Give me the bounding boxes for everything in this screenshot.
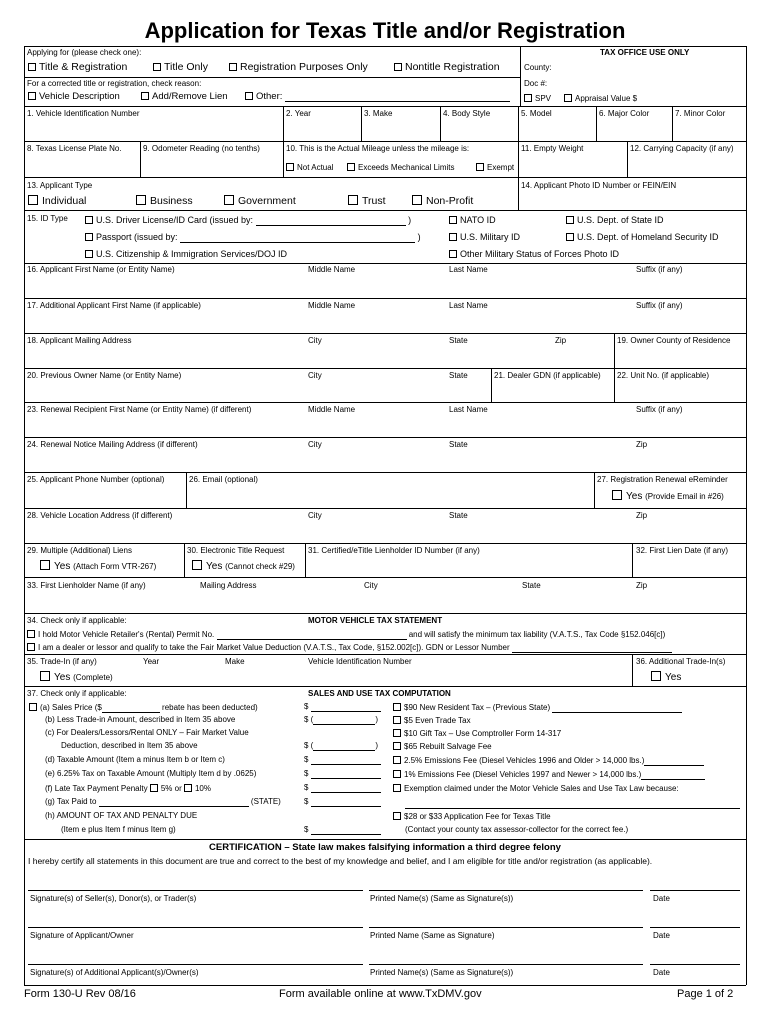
divider [186,472,187,508]
vehicle-description-option[interactable]: Vehicle Description [28,92,120,102]
other-military-option[interactable]: Other Military Status of Forces Photo ID [449,250,619,260]
additional-printed-name-label: Printed Name(s) (Same as Signature(s)) [370,968,514,977]
divider [24,472,746,473]
amount-c-field[interactable]: $ ( ) [304,741,379,751]
exemption-line[interactable] [405,808,740,809]
rebate-field[interactable] [102,704,160,713]
divider [24,654,746,655]
divider [283,106,284,141]
form-online: Form available online at www.TxDMV.gov [279,988,482,1000]
appraisal-option[interactable]: Appraisal Value $ [564,94,637,104]
amount-line[interactable] [311,770,381,779]
checkbox[interactable] [28,195,38,205]
applying-for-label: Applying for (please check one): [27,48,142,57]
amount-f-field[interactable]: $ [304,784,381,793]
checkbox[interactable] [192,560,202,570]
date-label: Date [653,968,670,977]
amount-e-field[interactable]: $ [304,770,381,779]
checkbox[interactable] [348,195,358,205]
divider [24,613,746,614]
applicant-signature-field[interactable] [28,927,363,928]
registration-purposes-option[interactable]: Registration Purposes Only [229,62,368,74]
nato-option[interactable]: NATO ID [449,216,496,226]
dealer-gdn-label: 21. Dealer GDN (if applicable) [494,371,601,380]
divider [305,543,306,577]
lien-date-label: 32. First Lien Date (if any) [636,546,729,555]
state-label: State [449,371,468,380]
amount-b-field[interactable]: $ ( ) [304,715,379,725]
penalty-10-checkbox[interactable] [184,784,192,792]
checkbox[interactable] [245,92,253,100]
item-f: (f) Late Tax Payment Penalty 5% or 10% [45,784,211,793]
government-option[interactable]: Government [224,195,296,208]
lienholder-mailing-label: Mailing Address [200,581,257,590]
divider [24,686,746,687]
applicant-printed-name-field[interactable] [369,927,643,928]
divider [24,106,746,107]
etitle-yes-option[interactable]: Yes (Cannot check #29) [192,560,295,572]
form-number: Form 130-U Rev 08/16 [24,988,136,1000]
first-lienholder-label: 33. First Lienholder Name (if any) [27,581,146,590]
check-applicable-label: 34. Check only if applicable: [27,616,127,625]
lienholder-id-label: 31. Certified/eTitle Lienholder ID Number (if any) [308,546,480,555]
homeland-id-option[interactable]: U.S. Dept. of Homeland Security ID [566,233,719,243]
applicant-name-label: 16. Applicant First Name (or Entity Name) [27,265,175,274]
corrected-reason-label: For a corrected title or registration, check reason: [27,79,202,88]
item-b: (b) Less Trade-in Amount, described in Item 35 above [45,715,236,724]
divider [24,543,746,544]
checkbox[interactable] [28,63,36,71]
additional-date-field[interactable] [650,964,740,965]
checkbox[interactable] [449,216,457,224]
nontitle-registration-option[interactable]: Nontitle Registration [394,62,500,74]
checkbox[interactable] [393,716,401,724]
divider [440,106,441,141]
additional-printed-name-field[interactable] [369,964,643,965]
email-label: 26. Email (optional) [189,475,258,484]
tax-paid-state-field[interactable] [99,798,249,807]
sales-tax-heading: SALES AND USE TAX COMPUTATION [308,689,451,698]
item-g: (g) Tax Paid to (STATE) [45,797,281,807]
page-title: Application for Texas Title and/or Registration [144,18,626,43]
checkbox[interactable] [40,671,50,681]
previous-owner-label: 20. Previous Owner Name (or Entity Name) [27,371,182,380]
spv-option[interactable]: SPV [524,94,551,104]
amount-line[interactable] [311,703,381,712]
checkbox[interactable] [612,490,622,500]
amount-line[interactable] [311,826,381,835]
title-only-option[interactable]: Title Only [153,62,208,74]
last-name-label: Last Name [449,265,488,274]
amount-line[interactable] [641,771,705,780]
checkbox[interactable] [40,560,50,570]
amount-h-field[interactable]: $ [304,826,381,835]
state-label: State [449,511,468,520]
item-h-cont: (Item e plus Item f minus Item g) [61,825,176,834]
carrying-capacity-label: 12. Carrying Capacity (if any) [630,144,734,153]
item-a[interactable]: (a) Sales Price ($ rebate has been deducted) [29,703,258,713]
divider [184,543,185,577]
certification-text: I hereby certify all statements in this document are true and correct to the best of my knowledge and belief, and I am eligible for title and/or registration (as applicable). [28,856,653,866]
city-label: City [308,336,322,345]
seller-printed-name-label: Printed Name(s) (Same as Signature(s)) [370,894,514,903]
renewal-recipient-label: 23. Renewal Recipient First Name (or Entity Name) (if different) [27,405,252,414]
checkbox[interactable] [29,703,37,711]
divider [518,106,519,141]
seller-signature-field[interactable] [28,890,363,891]
zip-label: Zip [555,336,567,345]
amount-line[interactable] [311,784,381,793]
tradein-label: 35. Trade-In (if any) [27,657,97,666]
date-label: Date [653,894,670,903]
divider [24,333,746,334]
divider [594,472,595,508]
penalty-5-checkbox[interactable] [150,784,158,792]
amount-line[interactable] [311,756,381,765]
seller-signature-label: Signature(s) of Seller(s), Donor(s), or Trader(s) [30,894,197,903]
etitle-label: 30. Electronic Title Request [187,546,285,555]
divider [24,368,746,369]
divider [24,577,746,578]
divider [24,263,746,264]
trust-option[interactable]: Trust [348,195,386,208]
divider [614,333,615,368]
state-label: State [522,581,541,590]
checkbox[interactable] [651,671,661,681]
divider [24,77,520,78]
item-c: (c) For Dealers/Lessors/Rental ONLY – Fair Market Value [45,728,249,737]
fee-emissions-25[interactable]: 2.5% Emissions Fee (Diesel Vehicles 1996 and Older > 14,000 lbs.) [393,756,704,766]
divider [632,543,633,577]
checkbox[interactable] [393,729,401,737]
amount-line[interactable] [313,716,375,725]
middle-name-label: Middle Name [308,265,356,274]
year-label: 2. Year [286,109,311,118]
zip-label: Zip [636,511,648,520]
checkbox[interactable] [85,216,93,224]
divider [614,368,615,402]
checkbox[interactable] [476,163,484,171]
applicant-printed-name-label: Printed Name (Same as Signature) [370,931,495,940]
divider [627,141,628,177]
divider [24,177,746,178]
additional-signature-field[interactable] [28,964,363,965]
checkbox[interactable] [393,770,401,778]
photo-id-label: 14. Applicant Photo ID Number or FEIN/EIN [521,181,677,190]
lessor-number-field[interactable] [512,644,672,653]
checkbox[interactable] [27,643,35,651]
additional-signature-label: Signature(s) of Additional Applicant(s)/Owner(s) [30,968,199,977]
checkbox[interactable] [136,195,146,205]
mileage-label: 10. This is the Actual Mileage unless the mileage is: [286,144,470,153]
renewal-address-label: 24. Renewal Notice Mailing Address (if different) [27,440,198,449]
additional-tradein-yes-option[interactable]: Yes [651,671,681,683]
state-label: State [449,440,468,449]
additional-applicant-label: 17. Additional Applicant First Name (if applicable) [27,301,201,310]
amount-line[interactable] [311,798,381,807]
fee-emissions-1[interactable]: 1% Emissions Fee (Diesel Vehicles 1997 and Newer > 14,000 lbs.) [393,770,705,780]
checkbox[interactable] [564,94,572,102]
divider [24,402,746,403]
fee-application-note: (Contact your county tax assessor-collector for the correct fee.) [405,825,629,834]
seller-date-field[interactable] [650,890,740,891]
checkbox[interactable] [27,630,35,638]
passport-issuer-field[interactable] [180,234,415,243]
checkbox[interactable] [229,63,237,71]
divider [24,508,746,509]
middle-name-label: Middle Name [308,301,356,310]
tradein-make-label: Make [225,657,245,666]
checkbox[interactable] [449,250,457,258]
divider [518,141,519,177]
fee-gift-tax[interactable]: $10 Gift Tax – Use Comptroller Form 14-317 [393,729,561,739]
unit-number-label: 22. Unit No. (if applicable) [617,371,710,380]
doc-number-label: Doc #: [524,79,548,88]
divider [361,106,362,141]
minor-color-label: 7. Minor Color [675,109,726,118]
tradein-yes-option[interactable]: Yes (Complete) [40,671,113,683]
checkbox[interactable] [224,195,234,205]
checkbox[interactable] [394,63,402,71]
checkbox[interactable] [286,163,294,171]
checkbox[interactable] [393,703,401,711]
additional-tradein-label: 36. Additional Trade-In(s) [636,657,726,666]
odometer-label: 9. Odometer Reading (no tenths) [143,144,260,153]
checkbox[interactable] [28,92,36,100]
checkbox[interactable] [393,784,401,792]
divider [24,141,746,142]
amount-d-field[interactable]: $ [304,756,381,765]
uscis-option[interactable]: U.S. Citizenship & Immigration Services/DOJ ID [85,250,287,260]
city-label: City [308,440,322,449]
retailer-permit-option[interactable]: I hold Motor Vehicle Retailer's (Rental) Permit No. and will satisfy the minimum tax liability (V.A.T.S., Tax Code §152.046[c]) [27,630,665,640]
amount-g-field[interactable]: $ [304,798,381,807]
fee-application[interactable]: $28 or $33 Application Fee for Texas Title [393,812,551,822]
checkbox[interactable] [393,742,401,750]
last-name-label: Last Name [449,405,488,414]
vehicle-location-label: 28. Vehicle Location Address (if different) [27,511,173,520]
exempt-option[interactable]: Exempt [476,163,514,173]
page-number: Page 1 of 2 [677,988,734,1000]
checkbox[interactable] [566,233,574,241]
nonprofit-option[interactable]: Non-Profit [412,195,473,208]
amount-line[interactable] [313,742,375,751]
tradein-vin-label: Vehicle Identification Number [308,657,412,666]
applicant-signature-label: Signature of Applicant/Owner [30,931,134,940]
checkbox[interactable] [85,250,93,258]
applicant-type-label: 13. Applicant Type [27,181,93,190]
mvt-statement-heading: MOTOR VEHICLE TAX STATEMENT [308,616,443,625]
last-name-label: Last Name [449,301,488,310]
divider [283,141,284,177]
plate-label: 8. Texas License Plate No. [27,144,122,153]
empty-weight-label: 11. Empty Weight [521,144,584,153]
vin-label: 1. Vehicle Identification Number [27,109,140,118]
certification-heading: CERTIFICATION – State law makes falsifying information a third degree felony [209,842,561,853]
county-label: County: [524,63,552,72]
state-label: State [449,336,468,345]
military-option[interactable]: U.S. Military ID [449,233,520,243]
tradein-year-label: Year [143,657,160,666]
divider [24,210,746,211]
amount-a-field[interactable]: $ [304,703,381,712]
liens-yes-option[interactable]: Yes (Attach Form VTR-267) [40,560,156,572]
ereminder-label: 27. Registration Renewal eReminder [597,475,728,484]
multiple-liens-label: 29. Multiple (Additional) Liens [27,546,132,555]
fee-even-trade[interactable]: $5 Even Trade Tax [393,716,471,726]
business-option[interactable]: Business [136,195,193,208]
city-label: City [364,581,378,590]
owner-county-label: 19. Owner County of Residence [617,336,731,345]
state-id-option[interactable]: U.S. Dept. of State ID [566,216,664,226]
dl-issuer-field[interactable] [256,217,406,226]
add-remove-lien-option[interactable]: Add/Remove Lien [141,92,228,102]
checkbox[interactable] [566,216,574,224]
checkbox[interactable] [412,195,422,205]
checkbox[interactable] [153,63,161,71]
ereminder-yes-option[interactable]: Yes (Provide Email in #26) [612,490,724,502]
suffix-label: Suffix (if any) [636,405,683,414]
fee-rebuilt-salvage[interactable]: $65 Rebuilt Salvage Fee [393,742,492,752]
dealer-lessor-option[interactable]: I am a dealer or lessor and qualify to take the Fair Market Value Deduction (V.A.T.S., Tax Code, §152.002[c]). GDN or Lessor Number [27,643,672,653]
id-type-label: 15. ID Type [27,214,68,223]
item-e: (e) 6.25% Tax on Taxable Amount (Multiply Item d by .0625) [45,769,257,778]
mailing-address-label: 18. Applicant Mailing Address [27,336,132,345]
amount-line[interactable] [644,757,704,766]
form-bottom-border [24,985,746,986]
individual-option[interactable]: Individual [28,195,86,208]
checkbox[interactable] [85,233,93,241]
item-h: (h) AMOUNT OF TAX AND PENALTY DUE [45,811,198,820]
checkbox[interactable] [393,812,401,820]
fee-exemption[interactable]: Exemption claimed under the Motor Vehicle Sales and Use Tax Law because: [393,784,679,794]
passport-option[interactable]: Passport (issued by: ) [85,233,421,243]
driver-license-option[interactable]: U.S. Driver License/ID Card (issued by: ) [85,216,411,226]
checkbox[interactable] [347,163,355,171]
item-d: (d) Taxable Amount (Item a minus Item b or Item c) [45,755,225,764]
divider [491,368,492,402]
make-label: 3. Make [364,109,393,118]
previous-state-field[interactable] [552,704,682,713]
model-label: 5. Model [521,109,552,118]
suffix-label: Suffix (if any) [636,301,683,310]
title-registration-option[interactable]: Title & Registration [28,62,127,74]
item-c-cont: Deduction, described in Item 35 above [61,741,198,750]
suffix-label: Suffix (if any) [636,265,683,274]
divider [632,654,633,686]
city-label: City [308,511,322,520]
checkbox[interactable] [141,92,149,100]
divider [596,106,597,141]
divider [24,437,746,438]
check-applicable-label: 37. Check only if applicable: [27,689,127,698]
fee-new-resident[interactable]: $90 New Resident Tax – (Previous State) [393,703,682,713]
divider [518,177,519,210]
body-style-label: 4. Body Style [443,109,491,118]
exceeds-limits-option[interactable]: Exceeds Mechanical Limits [347,163,454,173]
other-option[interactable]: Other: [245,92,510,102]
divider [140,141,141,177]
not-actual-option[interactable]: Not Actual [286,163,333,173]
zip-label: Zip [636,581,648,590]
zip-label: Zip [636,440,648,449]
divider [520,46,521,106]
major-color-label: 6. Major Color [599,109,650,118]
divider [24,839,746,840]
checkbox[interactable] [524,94,532,102]
phone-label: 25. Applicant Phone Number (optional) [27,475,165,484]
checkbox[interactable] [393,756,401,764]
form-top-border [24,46,746,47]
other-reason-field[interactable] [285,93,510,102]
middle-name-label: Middle Name [308,405,356,414]
applicant-date-field[interactable] [650,927,740,928]
divider [672,106,673,141]
checkbox[interactable] [449,233,457,241]
permit-number-field[interactable] [217,631,407,640]
city-label: City [308,371,322,380]
divider [24,298,746,299]
seller-printed-name-field[interactable] [369,890,643,891]
tax-office-heading: TAX OFFICE USE ONLY [600,48,690,57]
date-label: Date [653,931,670,940]
